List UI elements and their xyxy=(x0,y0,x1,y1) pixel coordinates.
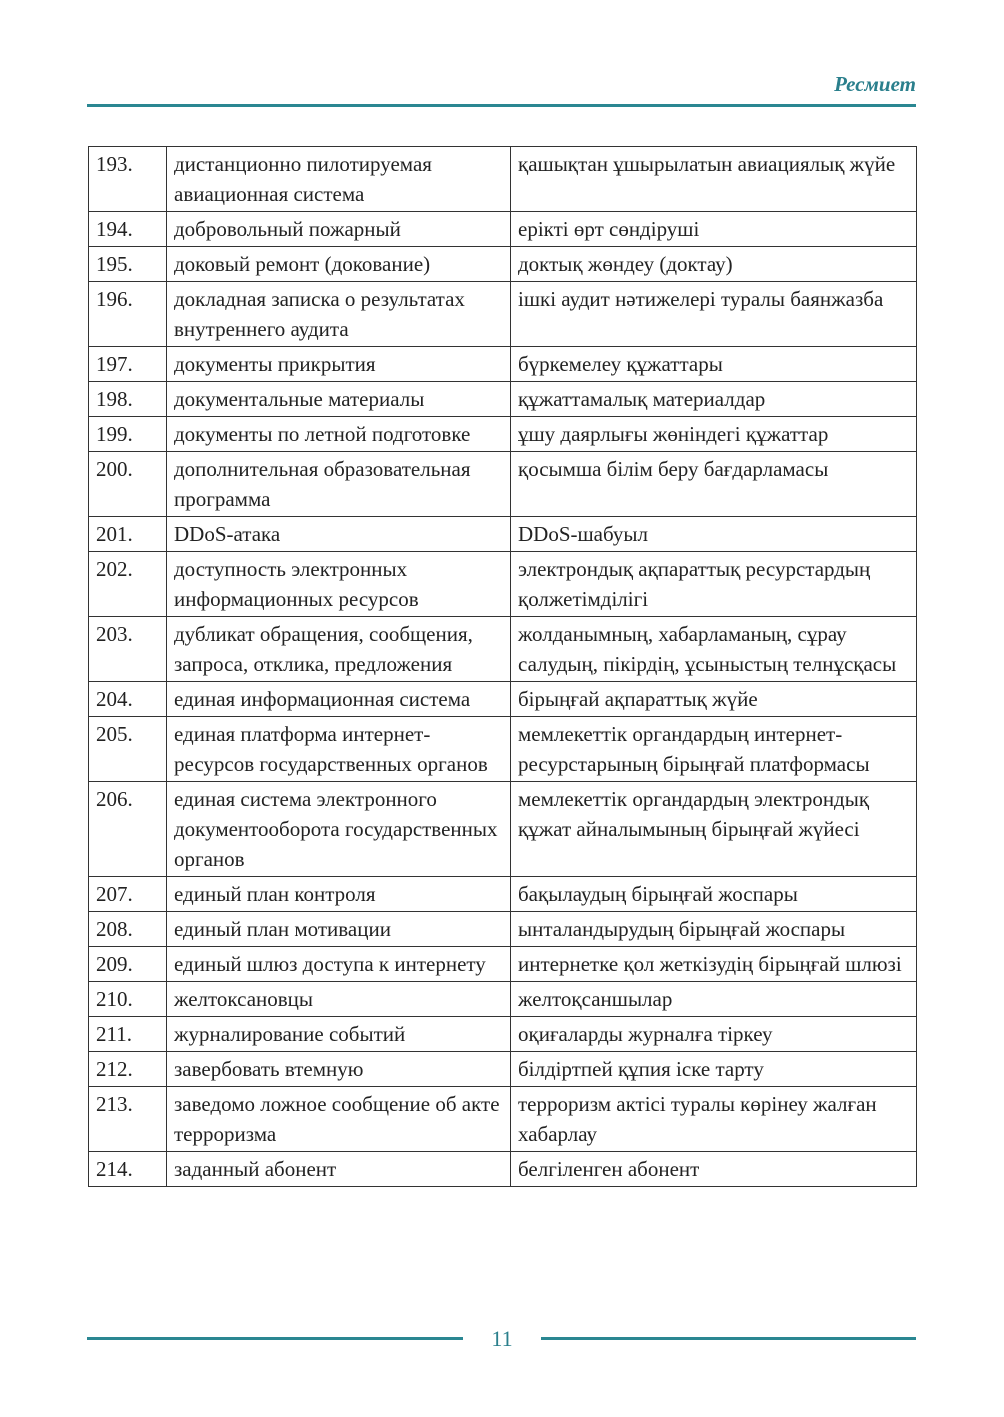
term-russian: документы прикрытия xyxy=(167,347,511,382)
term-kazakh: ынталандырудың бірыңғай жоспары xyxy=(511,912,917,947)
table-row xyxy=(89,947,917,982)
table-row xyxy=(89,212,917,247)
table-row xyxy=(89,982,917,1017)
table-row xyxy=(89,717,917,782)
table-row xyxy=(89,382,917,417)
footer-rule-right xyxy=(541,1337,916,1340)
term-number: 206. xyxy=(89,782,167,877)
header-rule xyxy=(87,104,916,107)
term-russian: журналирование событий xyxy=(167,1017,511,1052)
term-kazakh: белгіленген абонент xyxy=(511,1152,917,1187)
term-number: 198. xyxy=(89,382,167,417)
table-row xyxy=(89,1087,917,1152)
table-row xyxy=(89,1017,917,1052)
table-row xyxy=(89,1152,917,1187)
term-number: 207. xyxy=(89,877,167,912)
term-russian: доступность электронных информационных ресурсов xyxy=(167,552,511,617)
table-row xyxy=(89,282,917,347)
term-russian: заданный абонент xyxy=(167,1152,511,1187)
term-number: 197. xyxy=(89,347,167,382)
table-row xyxy=(89,247,917,282)
term-kazakh: доктық жөндеу (доктау) xyxy=(511,247,917,282)
term-kazakh: ішкі аудит нәтижелері туралы баянжазба xyxy=(511,282,917,347)
term-russian: заведомо ложное сообщение об акте терроризма xyxy=(167,1087,511,1152)
term-russian: документальные материалы xyxy=(167,382,511,417)
term-russian: единый шлюз доступа к интернету xyxy=(167,947,511,982)
glossary-body xyxy=(89,147,917,1187)
table-row xyxy=(89,347,917,382)
term-number: 203. xyxy=(89,617,167,682)
glossary-table xyxy=(88,146,917,1187)
term-number: 194. xyxy=(89,212,167,247)
term-russian: дистанционно пилотируемая авиационная система xyxy=(167,147,511,212)
term-russian: DDoS-атака xyxy=(167,517,511,552)
term-number: 211. xyxy=(89,1017,167,1052)
term-kazakh: мемлекеттік органдардың электрондық құжат айналымының бірыңғай жүйесі xyxy=(511,782,917,877)
term-russian: докладная записка о результатах внутреннего аудита xyxy=(167,282,511,347)
term-russian: единая система электронного документооборота государственных органов xyxy=(167,782,511,877)
term-kazakh: құжаттамалық материалдар xyxy=(511,382,917,417)
term-number: 195. xyxy=(89,247,167,282)
footer-rule-left xyxy=(87,1337,463,1340)
term-number: 208. xyxy=(89,912,167,947)
term-number: 204. xyxy=(89,682,167,717)
term-number: 210. xyxy=(89,982,167,1017)
table-row xyxy=(89,782,917,877)
table-row xyxy=(89,417,917,452)
term-russian: завербовать втемную xyxy=(167,1052,511,1087)
term-number: 199. xyxy=(89,417,167,452)
table-row xyxy=(89,912,917,947)
table-row xyxy=(89,552,917,617)
term-kazakh: ерікті өрт сөндіруші xyxy=(511,212,917,247)
table-row xyxy=(89,147,917,212)
term-russian: документы по летной подготовке xyxy=(167,417,511,452)
term-russian: единый план контроля xyxy=(167,877,511,912)
term-kazakh: бүркемелеу құжаттары xyxy=(511,347,917,382)
term-kazakh: қашықтан ұшырылатын авиациялық жүйе xyxy=(511,147,917,212)
term-kazakh: желтоқсаншылар xyxy=(511,982,917,1017)
term-number: 202. xyxy=(89,552,167,617)
term-russian: добровольный пожарный xyxy=(167,212,511,247)
table-row xyxy=(89,877,917,912)
term-kazakh: терроризм актісі туралы көрінеу жалған хабарлау xyxy=(511,1087,917,1152)
term-russian: единая платформа интернет-ресурсов государственных органов xyxy=(167,717,511,782)
term-number: 213. xyxy=(89,1087,167,1152)
page-number: 11 xyxy=(491,1326,513,1351)
term-number: 209. xyxy=(89,947,167,982)
table-row xyxy=(89,682,917,717)
term-kazakh: жолданымның, хабарламаның, сұрау салудың, пікірдің, ұсыныстың телнұсқасы xyxy=(511,617,917,682)
term-kazakh: білдіртпей құпия іске тарту xyxy=(511,1052,917,1087)
term-kazakh: мемлекеттік органдардың интернет-ресурстарының бірыңғай платформасы xyxy=(511,717,917,782)
term-russian: желтоксановцы xyxy=(167,982,511,1017)
term-number: 200. xyxy=(89,452,167,517)
term-russian: единый план мотивации xyxy=(167,912,511,947)
term-kazakh: интернетке қол жеткізудің бірыңғай шлюзі xyxy=(511,947,917,982)
term-kazakh: DDoS-шабуыл xyxy=(511,517,917,552)
term-russian: доковый ремонт (докование) xyxy=(167,247,511,282)
table-row xyxy=(89,617,917,682)
term-kazakh: ұшу даярлығы жөніндегі құжаттар xyxy=(511,417,917,452)
table-row xyxy=(89,452,917,517)
term-kazakh: бақылаудың бірыңғай жоспары xyxy=(511,877,917,912)
term-russian: дополнительная образовательная программа xyxy=(167,452,511,517)
term-russian: дубликат обращения, сообщения, запроса, отклика, предложения xyxy=(167,617,511,682)
term-number: 212. xyxy=(89,1052,167,1087)
term-kazakh: бірыңғай ақпараттық жүйе xyxy=(511,682,917,717)
term-number: 193. xyxy=(89,147,167,212)
term-number: 214. xyxy=(89,1152,167,1187)
term-number: 205. xyxy=(89,717,167,782)
term-kazakh: оқиғаларды журналға тіркеу xyxy=(511,1017,917,1052)
table-row xyxy=(89,1052,917,1087)
table-row xyxy=(89,517,917,552)
term-russian: единая информационная система xyxy=(167,682,511,717)
term-number: 196. xyxy=(89,282,167,347)
term-kazakh: қосымша білім беру бағдарламасы xyxy=(511,452,917,517)
term-kazakh: электрондық ақпараттық ресурстардың қолжетімділігі xyxy=(511,552,917,617)
term-number: 201. xyxy=(89,517,167,552)
running-header-title: Ресмиет xyxy=(834,72,916,96)
